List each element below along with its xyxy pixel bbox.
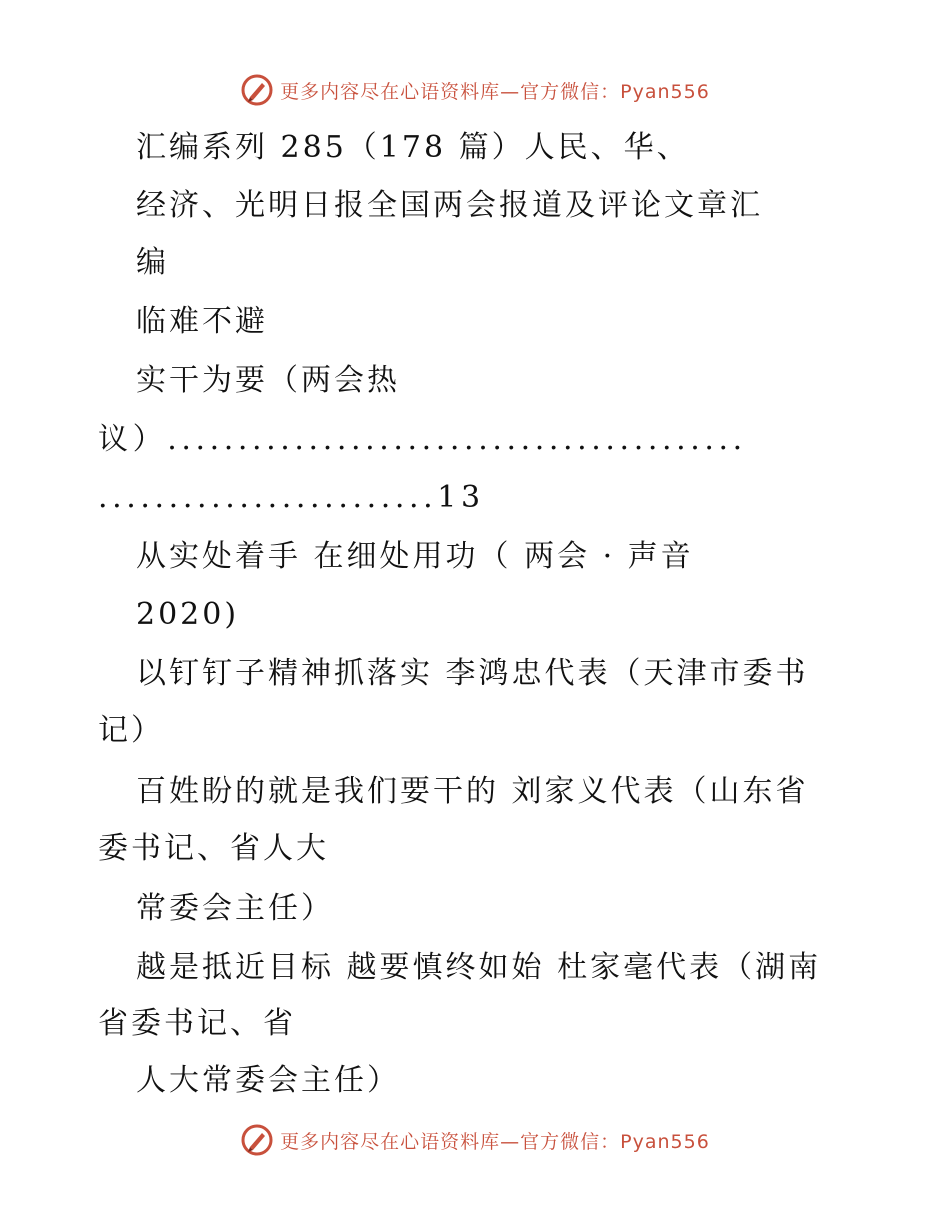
pen-logo-icon (240, 73, 274, 107)
text-line-4: 临难不避 (136, 304, 268, 339)
toc-entry-dots: 议）......................................... (98, 422, 747, 457)
text-line-14: 常委会主任） (136, 891, 334, 926)
text-line-1: 汇编系列 285（178 篇）人民、华、 (136, 130, 690, 165)
footer-banner (0, 1120, 950, 1160)
header-banner (0, 70, 950, 110)
text-line-15: 越是抵近目标 越要慎终如始 杜家毫代表（湖南 (136, 950, 822, 985)
text-line-17: 人大常委会主任） (136, 1063, 400, 1098)
text-line-9: 2020) (136, 597, 240, 632)
text-line-10: 以钉钉子精神抓落实 李鸿忠代表（天津市委书 (136, 656, 809, 691)
text-line-12: 百姓盼的就是我们要干的 刘家义代表（山东省 (136, 774, 809, 809)
text-line-11: 记） (98, 713, 164, 748)
toc-entry-page-number: ........................13 (98, 480, 485, 515)
text-line-8: 从实处着手 在细处用功（ 两会 · 声音 (136, 539, 694, 574)
pen-logo-icon (240, 1123, 274, 1157)
text-line-3: 编 (136, 245, 169, 280)
header-banner-text: 更多内容尽在心语资料库—官方微信：Pyan556 (280, 80, 710, 103)
text-line-13: 委书记、省人大 (98, 831, 329, 866)
text-line-16: 省委书记、省 (98, 1006, 296, 1041)
footer-banner-text: 更多内容尽在心语资料库—官方微信：Pyan556 (280, 1130, 710, 1153)
text-line-2: 经济、光明日报全国两会报道及评论文章汇 (136, 188, 763, 223)
text-line-5: 实干为要（两会热 (136, 363, 400, 398)
